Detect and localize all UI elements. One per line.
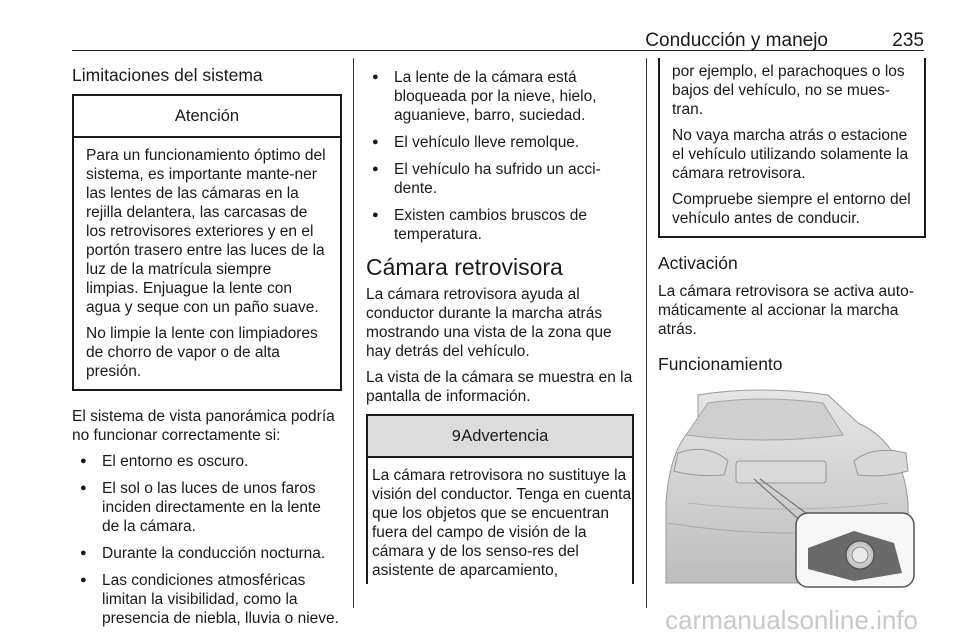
warning-title: Advertencia xyxy=(461,427,549,445)
attention-text-2: No limpie la lente con limpiadores de chorro de vapor o de alta presión. xyxy=(86,325,318,380)
activation-heading: Activación xyxy=(658,253,738,273)
warning-header xyxy=(368,416,632,458)
rear-camera-illustration xyxy=(658,383,920,593)
attention-box xyxy=(72,94,342,391)
limitations-heading: Limitaciones del sistema xyxy=(72,65,263,85)
attention-title: Atención xyxy=(74,96,340,138)
rear-camera-heading: Cámara retrovisora xyxy=(366,254,563,280)
limitations-list xyxy=(72,452,342,628)
warning-icon: 9 xyxy=(451,427,462,445)
list-item: ● El entorno es oscuro. xyxy=(72,452,342,471)
header-rule xyxy=(72,50,924,51)
limitations-list-continued xyxy=(366,68,634,244)
list-item: ● El vehículo ha sufrido un acci-dente. xyxy=(366,160,634,198)
attention-text-1: Para un funcionamiento óptimo del sistema, es importante mante-ner las lentes de las cámaras en la rejilla delantera, las carcasas de los retrovisores exteriores y en el portón trasero entre las luces de la luz de la matrícula siempre limpias. Enjuague la lente con agua y seque con un paño suave. xyxy=(86,147,326,316)
warning-text-cont-3: Compruebe siempre el entorno del vehículo antes de conducir. xyxy=(672,191,911,227)
list-item: ● Las condiciones atmosféricas limitan la visibilidad, como la presencia de niebla, lluvia o nieve. xyxy=(72,571,342,628)
car-rear-image xyxy=(658,383,920,593)
operation-heading: Funcionamiento xyxy=(658,354,783,374)
column-2 xyxy=(366,58,634,584)
column-divider-1 xyxy=(353,58,354,608)
warning-text-cont-2: No vaya marcha atrás o estacione el vehículo utilizando solamente la cámara retrovisora. xyxy=(672,127,909,182)
watermark: carmanualsonline.info xyxy=(665,605,918,635)
rear-camera-text-1: La cámara retrovisora ayuda al conductor durante la marcha atrás mostrando una vista de la zona que hay detrás del vehículo. xyxy=(366,286,612,360)
warning-text-cont-1: por ejemplo, el parachoques o los bajos del vehículo, no se mues-tran. xyxy=(672,63,905,118)
column-3 xyxy=(658,58,926,593)
page-header xyxy=(0,30,960,58)
list-item: ● El sol o las luces de unos faros inciden directamente en la lente de la cámara. xyxy=(72,479,342,536)
warning-box xyxy=(366,414,634,584)
limitations-intro: El sistema de vista panorámica podría no funcionar correctamente si: xyxy=(72,408,335,444)
list-item: ● La lente de la cámara está bloqueada por la nieve, hielo, aguanieve, barro, suciedad. xyxy=(366,68,634,125)
column-1 xyxy=(72,58,342,636)
page-number: 235 xyxy=(892,30,924,51)
rear-camera-text-2: La vista de la cámara se muestra en la pantalla de información. xyxy=(366,369,633,405)
activation-text: La cámara retrovisora se activa auto-máticamente al accionar la marcha atrás. xyxy=(658,283,914,338)
section-title: Conducción y manejo xyxy=(645,30,828,51)
warning-body xyxy=(368,458,632,584)
warning-text: La cámara retrovisora no sustituye la visión del conductor. Tenga en cuenta que los objetos que se encuentran fuera del campo de visión de la cámara y de los senso-res del asistente de aparcamiento, xyxy=(372,467,632,579)
column-divider-2 xyxy=(646,58,647,608)
list-item: ● Durante la conducción nocturna. xyxy=(72,544,342,563)
list-item: ● Existen cambios bruscos de temperatura. xyxy=(366,206,634,244)
list-item: ● El vehículo lleve remolque. xyxy=(366,133,634,152)
warning-box-continued xyxy=(658,58,926,238)
